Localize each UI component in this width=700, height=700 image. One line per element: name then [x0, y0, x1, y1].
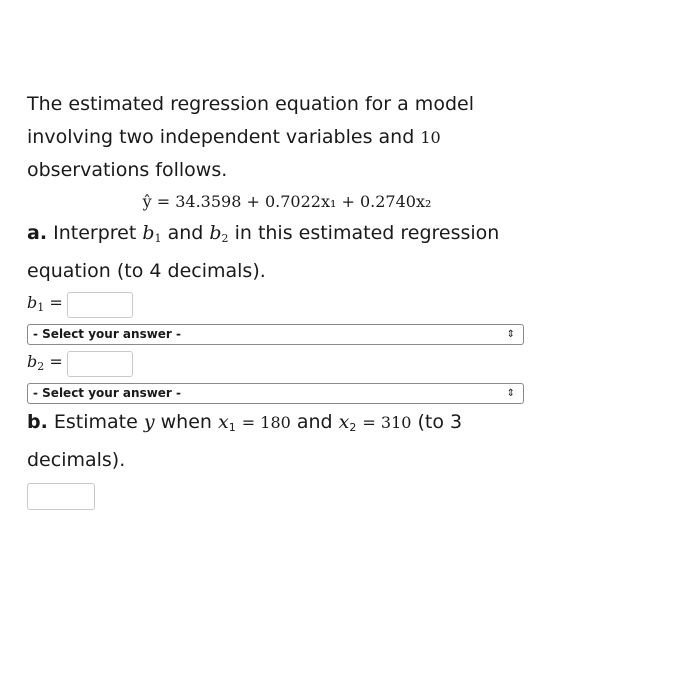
part-b-prompt: b. Estimate y when $x_1 = 180$ and $x_2 = 310$ (to 3	[27, 411, 463, 434]
b1-label: $b_1$ =	[27, 293, 63, 314]
part-b-label: b.	[27, 411, 48, 433]
intro-line-3: observations follows.	[27, 159, 228, 181]
estimate-y-input[interactable]	[27, 483, 95, 510]
b2-input[interactable]	[67, 351, 133, 377]
b2-label: $b_2$ =	[27, 352, 63, 373]
part-a-label: a.	[27, 222, 48, 244]
intro-line-2: involving two independent variables and 10	[27, 126, 441, 148]
b1-input[interactable]	[67, 292, 133, 318]
observation-count: 10	[420, 128, 441, 147]
regression-equation: ŷ = 34.3598 + 0.7022x₁ + 0.2740x₂	[142, 192, 432, 211]
up-down-caret-icon: ⇕	[506, 388, 515, 399]
part-a-prompt: a. Interpret $b_1$ and $b_2$ in this estimated regression	[27, 222, 500, 245]
up-down-caret-icon: ⇕	[506, 329, 515, 340]
part-a-prompt-cont: equation (to 4 decimals).	[27, 260, 266, 282]
b2-interpretation-select[interactable]: - Select your answer - ⇕	[27, 383, 524, 404]
b1-interpretation-select[interactable]: - Select your answer - ⇕	[27, 324, 524, 345]
part-b-prompt-cont: decimals).	[27, 449, 126, 471]
intro-line-1: The estimated regression equation for a model	[27, 93, 474, 115]
b1-answer-row	[27, 288, 527, 322]
b2-answer-row	[27, 347, 527, 381]
question-block	[27, 88, 527, 512]
